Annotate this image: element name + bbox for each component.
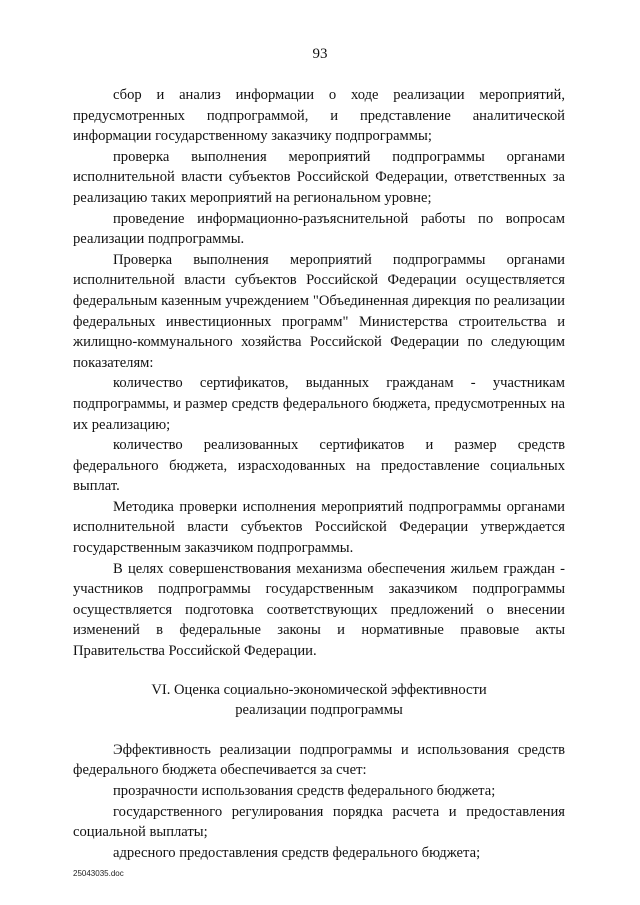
paragraph-certificates-issued: количество сертификатов, выданных гражданам - участникам подпрограммы, и размер средств федерального бюджета, предусмотренных на их реализацию;	[73, 375, 565, 433]
paragraph-targeted-funding: адресного предоставления средств федерального бюджета;	[113, 844, 481, 861]
paragraph-certificates-used: количество реализованных сертификатов и размер средств федерального бюджета, израсходованных на предоставление социальных выплат.	[73, 437, 565, 495]
paragraph-data-collection: сбор и анализ информации о ходе реализации мероприятий, предусмотренных подпрограммой, и представление аналитической информации государственному заказчику подпрограммы;	[73, 87, 565, 145]
paragraph-legislative-improvement: В целях совершенствования механизма обеспечения жильем граждан - участников подпрограммы государственным заказчиком подпрограммы осуществляется подготовка соответствующих предложений о внесении изменений в федеральные законы и нормативные правовые акты Правительства Российской Федерации.	[73, 560, 565, 660]
page-number: 93	[312, 46, 328, 62]
paragraph-activity-check: проверка выполнения мероприятий подпрограммы органами исполнительной власти субъектов Российской Федерации, ответственных за реализацию таких мероприятий на региональном уровне;	[73, 148, 565, 206]
section-heading	[73, 680, 565, 721]
paragraph-verification-body: Проверка выполнения мероприятий подпрограммы органами исполнительной власти субъектов Российской Федерации осуществляется федеральным казенным учреждением "Объединенная дирекция по реализации федеральных инвестиционных программ" Министерства строительства и жилищно-коммунального хозяйства Российской Федерации по следующим показателям:	[73, 251, 565, 371]
paragraph-methodology: Методика проверки исполнения мероприятий подпрограммы органами исполнительной власти субъектов Российской Федерации утверждается государственным заказчиком подпрограммы.	[73, 498, 565, 557]
paragraph-state-regulation: государственного регулирования порядка расчета и предоставления социальной выплаты;	[73, 803, 565, 841]
file-name-footer: 25043035.doc	[73, 869, 124, 878]
section-heading-line-1: VI. Оценка социально-экономической эффективности	[151, 681, 487, 698]
paragraph-efficiency-intro: Эффективность реализации подпрограммы и использования средств федерального бюджета обеспечивается за счет:	[73, 741, 565, 779]
section-heading-line-2: реализации подпрограммы	[235, 702, 403, 719]
paragraph-transparency: прозрачности использования средств федерального бюджета;	[113, 783, 496, 799]
document-body	[73, 85, 565, 863]
paragraph-outreach: проведение информационно-разъяснительной работы по вопросам реализации подпрограммы.	[73, 210, 565, 248]
